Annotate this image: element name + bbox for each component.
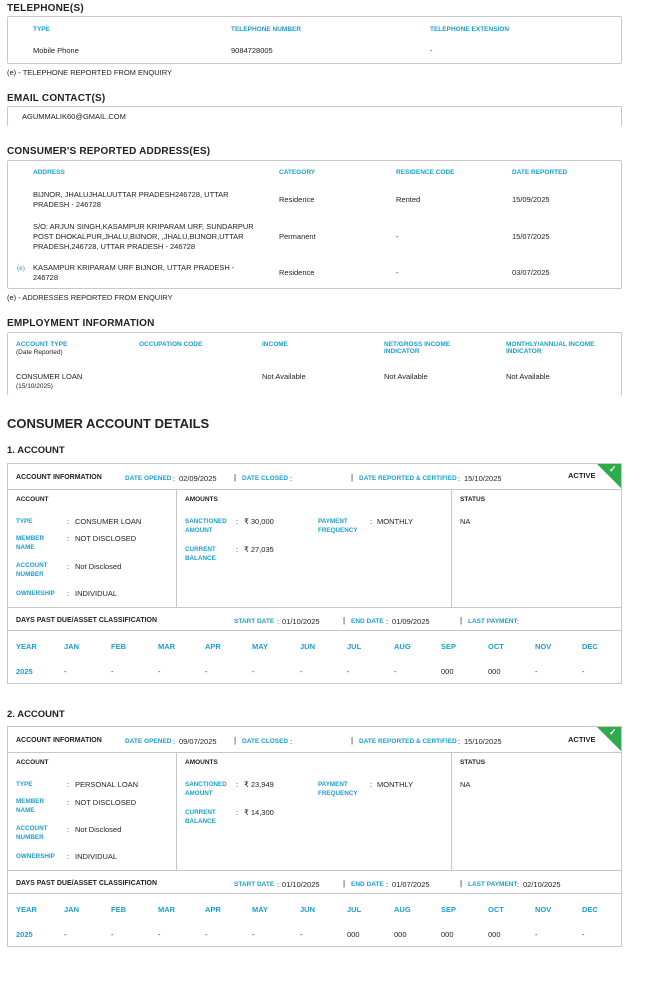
- residence-code-header: RESIDENCE CODE: [396, 169, 455, 176]
- month-value-nov: -: [535, 930, 538, 939]
- colon: :: [386, 617, 389, 626]
- address-header: ADDRESS: [33, 169, 65, 176]
- member-name-value: NOT DISCLOSED: [75, 798, 137, 807]
- current-balance-label: CURRENT BALANCE: [185, 809, 216, 825]
- colon: :: [173, 737, 176, 746]
- colon: :: [458, 474, 461, 483]
- email-item: AGUMMALIK60@GMAIL.COM: [22, 112, 126, 121]
- month-header-apr: APR: [205, 905, 221, 914]
- divider: [451, 489, 452, 607]
- date-closed-label: DATE CLOSED: [242, 738, 289, 745]
- type-label: TYPE: [16, 781, 33, 788]
- emp-monthly-annual: Not Available: [506, 372, 550, 381]
- month-value-may: -: [252, 667, 255, 676]
- dpd-label: DAYS PAST DUE/ASSET CLASSIFICATION: [16, 617, 158, 624]
- end-date-label: END DATE: [351, 881, 384, 888]
- member-name-label: MEMBER NAME: [16, 798, 44, 814]
- month-value-jan: -: [64, 930, 67, 939]
- divider: [8, 893, 621, 894]
- divider: [8, 607, 621, 608]
- check-icon: ✓: [609, 727, 617, 737]
- addresses-note: (e) - ADDRESSES REPORTED FROM ENQUIRY: [7, 293, 173, 302]
- last-payment-label: LAST PAYMENT: [468, 881, 518, 888]
- emp-account-type: CONSUMER LOAN: [16, 372, 83, 381]
- separator: |: [460, 616, 463, 625]
- month-header-jul: JUL: [347, 642, 362, 651]
- account-section-label: ACCOUNT: [16, 496, 49, 503]
- separator: |: [460, 879, 463, 888]
- month-value-feb: -: [111, 930, 114, 939]
- emp-monthly-annual-header: MONTHLY/ANNUAL INCOME INDICATOR: [506, 341, 595, 355]
- month-value-mar: -: [158, 667, 161, 676]
- dpd-label: DAYS PAST DUE/ASSET CLASSIFICATION: [16, 880, 158, 887]
- last-payment-label: LAST PAYMENT: [468, 618, 518, 625]
- month-value-apr: -: [205, 667, 208, 676]
- status-value: NA: [460, 780, 471, 789]
- colon: :: [67, 534, 70, 543]
- colon: :: [290, 737, 293, 746]
- separator: |: [234, 473, 237, 482]
- month-header-jan: JAN: [64, 642, 80, 651]
- month-value-oct: 000: [488, 667, 501, 676]
- amounts-section-label: AMOUNTS: [185, 759, 218, 766]
- address-row-2-address: S/O: ARJUN SINGH,KASAMPUR KRIPARAM URF, SUNDARPUR POST DHOKALPUR,JHALU,BIJNOR, ,JHALU,BIJNOR,UTTAR PRADESH,246728, UTTAR PRADESH - 246728: [33, 222, 254, 251]
- address-row-2-date: 15/07/2025: [512, 232, 550, 241]
- date-reported-label: DATE REPORTED & CERTIFIED: [359, 738, 457, 745]
- separator: |: [351, 736, 354, 745]
- month-header-jul: JUL: [347, 905, 362, 914]
- year-header: YEAR: [16, 905, 37, 914]
- emails-title: EMAIL CONTACT(S): [7, 93, 106, 104]
- month-header-oct: OCT: [488, 905, 504, 914]
- month-header-nov: NOV: [535, 642, 552, 651]
- end-date-value: 01/09/2025: [392, 617, 430, 626]
- account-2-heading: 2. ACCOUNT: [7, 709, 65, 720]
- current-balance-value: ₹ 27,035: [244, 545, 274, 554]
- accounts-title: CONSUMER ACCOUNT DETAILS: [7, 416, 210, 431]
- telephone-number-header: TELEPHONE NUMBER: [231, 26, 302, 33]
- divider: [176, 752, 177, 870]
- status-badge: ACTIVE: [568, 471, 596, 480]
- date-reported-header: DATE REPORTED: [512, 169, 568, 176]
- address-row-3-address: KASAMPUR KRIPARAM URF BIJNOR, UTTAR PRADESH - 246728: [33, 263, 235, 282]
- sanctioned-amount-value: ₹ 23,949: [244, 780, 274, 789]
- addresses-title: CONSUMER'S REPORTED ADDRESS(ES): [7, 146, 211, 157]
- emp-date-reported-subheader: (Date Reported): [16, 349, 63, 356]
- member-name-value: NOT DISCLOSED: [75, 534, 137, 543]
- address-row-1-residence: Rented: [396, 195, 421, 204]
- divider: [176, 489, 177, 607]
- colon: :: [236, 517, 239, 526]
- year-value: 2025: [16, 667, 33, 676]
- amounts-section-label: AMOUNTS: [185, 496, 218, 503]
- month-header-jun: JUN: [300, 642, 316, 651]
- divider: [8, 870, 621, 871]
- date-reported-value: 15/10/2025: [464, 474, 502, 483]
- payment-frequency-label: PAYMENT FREQUENCY: [318, 781, 358, 797]
- account-number-label: ACCOUNT NUMBER: [16, 562, 48, 578]
- divider: [8, 489, 621, 490]
- type-value: PERSONAL LOAN: [75, 780, 139, 789]
- account-1-heading: 1. ACCOUNT: [7, 445, 65, 456]
- ownership-value: INDIVIDUAL: [75, 589, 118, 598]
- month-value-jun: -: [300, 667, 303, 676]
- account-number-label: ACCOUNT NUMBER: [16, 825, 48, 841]
- start-date-label: START DATE: [234, 618, 275, 625]
- colon: :: [236, 780, 239, 789]
- member-name-label: MEMBER NAME: [16, 535, 44, 551]
- month-value-sep: 000: [441, 667, 454, 676]
- colon: :: [67, 798, 70, 807]
- colon: :: [67, 517, 70, 526]
- telephone-extension: -: [430, 46, 433, 55]
- address-row-3-date: 03/07/2025: [512, 268, 550, 277]
- month-header-dec: DEC: [582, 905, 598, 914]
- colon: :: [236, 808, 239, 817]
- sanctioned-amount-label: SANCTIONED AMOUNT: [185, 781, 227, 797]
- month-header-may: MAY: [252, 905, 268, 914]
- emails-table: [7, 106, 622, 127]
- addresses-table: [7, 160, 622, 289]
- month-header-feb: FEB: [111, 642, 126, 651]
- payment-frequency-value: MONTHLY: [377, 780, 414, 789]
- month-value-nov: -: [535, 667, 538, 676]
- status-section-label: STATUS: [460, 496, 486, 503]
- year-header: YEAR: [16, 642, 37, 651]
- address-row-1-category: Residence: [279, 195, 315, 204]
- emp-account-type-header: ACCOUNT TYPE: [16, 341, 68, 348]
- colon: :: [517, 617, 520, 626]
- sanctioned-amount-label: SANCTIONED AMOUNT: [185, 518, 227, 534]
- employment-table: [7, 332, 622, 396]
- date-reported-value: 15/10/2025: [464, 737, 502, 746]
- month-value-feb: -: [111, 667, 114, 676]
- month-value-sep: 000: [441, 930, 454, 939]
- year-value: 2025: [16, 930, 33, 939]
- month-header-sep: SEP: [441, 905, 457, 914]
- address-row-2-residence: -: [396, 232, 399, 241]
- month-header-jun: JUN: [300, 905, 316, 914]
- telephones-table: [7, 16, 622, 64]
- colon: :: [517, 880, 520, 889]
- colon: :: [236, 545, 239, 554]
- date-opened-label: DATE OPENED: [125, 738, 172, 745]
- colon: :: [277, 617, 280, 626]
- month-value-aug: 000: [394, 930, 407, 939]
- type-value: CONSUMER LOAN: [75, 517, 142, 526]
- colon: :: [67, 780, 70, 789]
- account-section-label: ACCOUNT: [16, 759, 49, 766]
- account-info-label: ACCOUNT INFORMATION: [16, 474, 102, 481]
- status-section-label: STATUS: [460, 759, 486, 766]
- colon: :: [173, 474, 176, 483]
- colon: :: [67, 825, 70, 834]
- date-reported-label: DATE REPORTED & CERTIFIED: [359, 475, 457, 482]
- month-header-may: MAY: [252, 642, 268, 651]
- separator: |: [343, 616, 346, 625]
- address-row-3-category: Residence: [279, 268, 315, 277]
- current-balance-value: ₹ 14,300: [244, 808, 274, 817]
- divider: [8, 752, 621, 753]
- month-header-sep: SEP: [441, 642, 457, 651]
- status-badge: ACTIVE: [568, 735, 596, 744]
- account-number-value: Not Disclosed: [75, 825, 122, 834]
- account-number-value: Not Disclosed: [75, 562, 122, 571]
- payment-frequency-label: PAYMENT FREQUENCY: [318, 518, 358, 534]
- sanctioned-amount-value: ₹ 30,000: [244, 517, 274, 526]
- ownership-label: OWNERSHIP: [16, 590, 55, 597]
- month-value-may: -: [252, 930, 255, 939]
- colon: :: [67, 589, 70, 598]
- month-value-dec: -: [582, 930, 585, 939]
- ownership-value: INDIVIDUAL: [75, 852, 118, 861]
- colon: :: [386, 880, 389, 889]
- address-row-2-category: Permanent: [279, 232, 316, 241]
- employment-title: EMPLOYMENT INFORMATION: [7, 318, 155, 329]
- month-header-oct: OCT: [488, 642, 504, 651]
- telephones-title: TELEPHONE(S): [7, 3, 84, 14]
- telephone-type-header: TYPE: [33, 26, 50, 33]
- month-header-nov: NOV: [535, 905, 552, 914]
- telephone-extension-header: TELEPHONE EXTENSION: [430, 26, 510, 33]
- date-opened-value: 02/09/2025: [179, 474, 217, 483]
- colon: :: [370, 780, 373, 789]
- month-value-mar: -: [158, 930, 161, 939]
- separator: |: [351, 473, 354, 482]
- telephone-number: 9084728005: [231, 46, 273, 55]
- separator: |: [234, 736, 237, 745]
- current-balance-label: CURRENT BALANCE: [185, 546, 216, 562]
- divider: [8, 630, 621, 631]
- end-date-value: 01/07/2025: [392, 880, 430, 889]
- emp-net-gross: Not Available: [384, 372, 428, 381]
- month-header-jan: JAN: [64, 905, 80, 914]
- colon: :: [277, 880, 280, 889]
- telephone-type: Mobile Phone: [33, 46, 79, 55]
- ownership-label: OWNERSHIP: [16, 853, 55, 860]
- emp-net-gross-header: NET/GROSS INCOME INDICATOR: [384, 341, 451, 355]
- divider: [451, 752, 452, 870]
- start-date-value: 01/10/2025: [282, 880, 320, 889]
- colon: :: [370, 517, 373, 526]
- date-closed-label: DATE CLOSED: [242, 475, 289, 482]
- separator: |: [343, 879, 346, 888]
- type-label: TYPE: [16, 518, 33, 525]
- category-header: CATEGORY: [279, 169, 316, 176]
- account-info-label: ACCOUNT INFORMATION: [16, 737, 102, 744]
- month-value-oct: 000: [488, 930, 501, 939]
- month-value-jul: 000: [347, 930, 360, 939]
- month-value-dec: -: [582, 667, 585, 676]
- status-value: NA: [460, 517, 471, 526]
- month-header-mar: MAR: [158, 905, 176, 914]
- address-row-1-address: BIJNOR, JHALUJHALUUTTAR PRADESH246728, UTTAR PRADESH - 246728: [33, 190, 229, 209]
- month-value-jun: -: [300, 930, 303, 939]
- start-date-value: 01/10/2025: [282, 617, 320, 626]
- emp-income-header: INCOME: [262, 341, 288, 348]
- address-row-3-marker: (e): [17, 265, 25, 272]
- last-payment-value: 02/10/2025: [523, 880, 561, 889]
- colon: :: [67, 562, 70, 571]
- payment-frequency-value: MONTHLY: [377, 517, 414, 526]
- telephones-note: (e) - TELEPHONE REPORTED FROM ENQUIRY: [7, 68, 173, 77]
- month-header-feb: FEB: [111, 905, 126, 914]
- start-date-label: START DATE: [234, 881, 275, 888]
- month-header-apr: APR: [205, 642, 221, 651]
- end-date-label: END DATE: [351, 618, 384, 625]
- date-opened-label: DATE OPENED: [125, 475, 172, 482]
- colon: :: [458, 737, 461, 746]
- colon: :: [67, 852, 70, 861]
- address-row-1-date: 15/09/2025: [512, 195, 550, 204]
- account-2-card: [7, 726, 622, 947]
- month-value-aug: -: [394, 667, 397, 676]
- colon: :: [290, 474, 293, 483]
- month-header-aug: AUG: [394, 905, 411, 914]
- month-header-dec: DEC: [582, 642, 598, 651]
- emp-date-reported: (15/10/2025): [16, 383, 53, 390]
- account-1-card: [7, 463, 622, 684]
- month-value-jan: -: [64, 667, 67, 676]
- month-value-apr: -: [205, 930, 208, 939]
- emp-occupation-header: OCCUPATION CODE: [139, 341, 203, 348]
- month-header-aug: AUG: [394, 642, 411, 651]
- date-opened-value: 09/07/2025: [179, 737, 217, 746]
- emp-income: Not Available: [262, 372, 306, 381]
- month-header-mar: MAR: [158, 642, 176, 651]
- month-value-jul: -: [347, 667, 350, 676]
- address-row-3-residence: -: [396, 268, 399, 277]
- check-icon: ✓: [609, 464, 617, 474]
